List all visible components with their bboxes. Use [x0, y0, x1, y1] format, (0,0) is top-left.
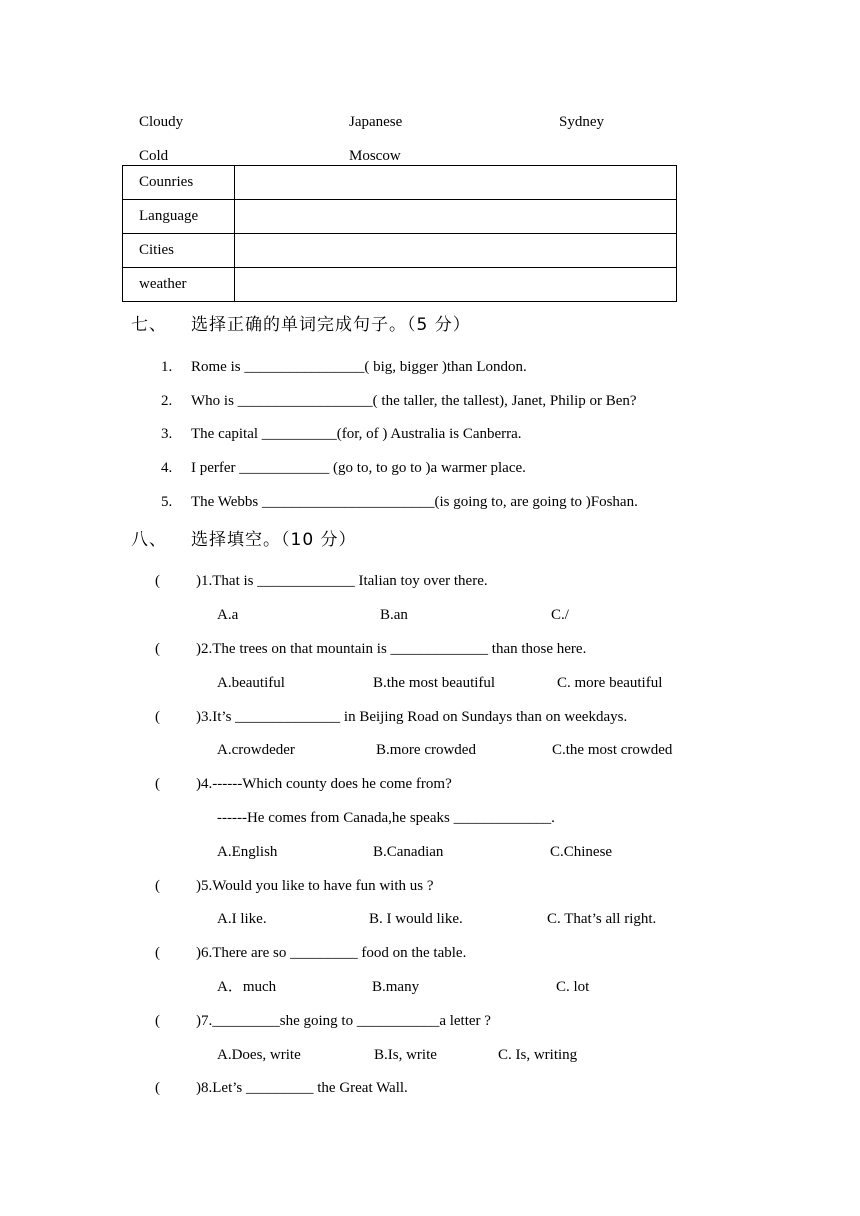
option-b: B.Canadian	[373, 844, 444, 860]
option-c: C. lot	[556, 979, 590, 995]
question-text: )3.It’s ______________ in Beijing Road on Sundays than on weekdays.	[196, 709, 628, 725]
option-a: A.a	[217, 607, 239, 623]
option-a: A.English	[217, 844, 278, 860]
answer-paren[interactable]: (	[155, 1013, 160, 1029]
table-row	[123, 200, 677, 234]
question-number: 1.	[161, 359, 173, 375]
question-text: The Webbs _______________________(is going to, are going to )Foshan.	[191, 494, 638, 510]
answer-paren[interactable]: (	[155, 709, 160, 725]
table-row	[123, 234, 677, 268]
section-8-number: 八、	[131, 530, 167, 550]
answer-paren[interactable]: (	[155, 945, 160, 961]
option-b: B.more crowded	[376, 742, 476, 758]
option-b: B. I would like.	[369, 911, 463, 927]
question-text: )2.The trees on that mountain is _____________ than those here.	[196, 641, 587, 657]
question-text: )8.Let’s _________ the Great Wall.	[196, 1080, 408, 1096]
question-text: )6.There are so _________ food on the table.	[196, 945, 467, 961]
word-bank-item: Japanese	[349, 114, 403, 130]
table-answer-cell[interactable]	[235, 268, 677, 302]
question-text: The capital __________(for, of ) Australia is Canberra.	[191, 426, 522, 442]
option-c: C. more beautiful	[557, 675, 663, 691]
table-row-label: Cities	[123, 234, 235, 268]
question-text: I perfer ____________ (go to, to go to )a warmer place.	[191, 460, 526, 476]
option-c: C. That’s all right.	[547, 911, 657, 927]
table-answer-cell[interactable]	[235, 234, 677, 268]
table-row-label: Counries	[123, 166, 235, 200]
question-text: )4.------Which county does he come from?	[196, 776, 452, 792]
table-answer-cell[interactable]	[235, 200, 677, 234]
section-7-number: 七、	[131, 315, 167, 335]
answer-paren[interactable]: (	[155, 1080, 160, 1096]
answer-paren[interactable]: (	[155, 776, 160, 792]
option-c: C.the most crowded	[552, 742, 673, 758]
question-number: 3.	[161, 426, 173, 442]
option-b: B.the most beautiful	[373, 675, 496, 691]
word-bank-item: Sydney	[559, 114, 604, 130]
section-8-title: 选择填空。（10 分）	[191, 530, 357, 550]
question-number: 2.	[161, 393, 173, 409]
option-a: A．much	[217, 979, 277, 995]
option-b: B.an	[380, 607, 408, 623]
answer-paren[interactable]: (	[155, 573, 160, 589]
question-number: 4.	[161, 460, 173, 476]
option-c: C. Is, writing	[498, 1047, 578, 1063]
option-c: C.Chinese	[550, 844, 613, 860]
table-answer-cell[interactable]	[235, 166, 677, 200]
answer-paren[interactable]: (	[155, 641, 160, 657]
answer-paren[interactable]: (	[155, 878, 160, 894]
question-text: )7._________she going to ___________a letter ?	[196, 1013, 491, 1029]
option-a: A.crowdeder	[217, 742, 295, 758]
option-a: A.Does, write	[217, 1047, 301, 1063]
word-bank-item: Cold	[139, 148, 169, 164]
question-text-line2: ------He comes from Canada,he speaks _____________.	[217, 810, 555, 826]
question-text: Who is __________________( the taller, the tallest), Janet, Philip or Ben?	[191, 393, 637, 409]
word-bank-item: Moscow	[349, 148, 401, 164]
classification-table	[122, 165, 677, 302]
option-b: B.many	[372, 979, 420, 995]
option-c: C./	[551, 607, 569, 623]
table-row-label: Language	[123, 200, 235, 234]
table-row-label: weather	[123, 268, 235, 302]
word-bank-item: Cloudy	[139, 114, 184, 130]
question-text: )1.That is _____________ Italian toy over there.	[196, 573, 488, 589]
option-a: A.beautiful	[217, 675, 285, 691]
question-number: 5.	[161, 494, 173, 510]
table-row	[123, 166, 677, 200]
question-text: )5.Would you like to have fun with us ?	[196, 878, 434, 894]
question-text: Rome is ________________( big, bigger )than London.	[191, 359, 527, 375]
table-row	[123, 268, 677, 302]
option-b: B.Is, write	[374, 1047, 437, 1063]
option-a: A.I like.	[217, 911, 267, 927]
section-7-title: 选择正确的单词完成句子。（5 分）	[191, 315, 471, 335]
